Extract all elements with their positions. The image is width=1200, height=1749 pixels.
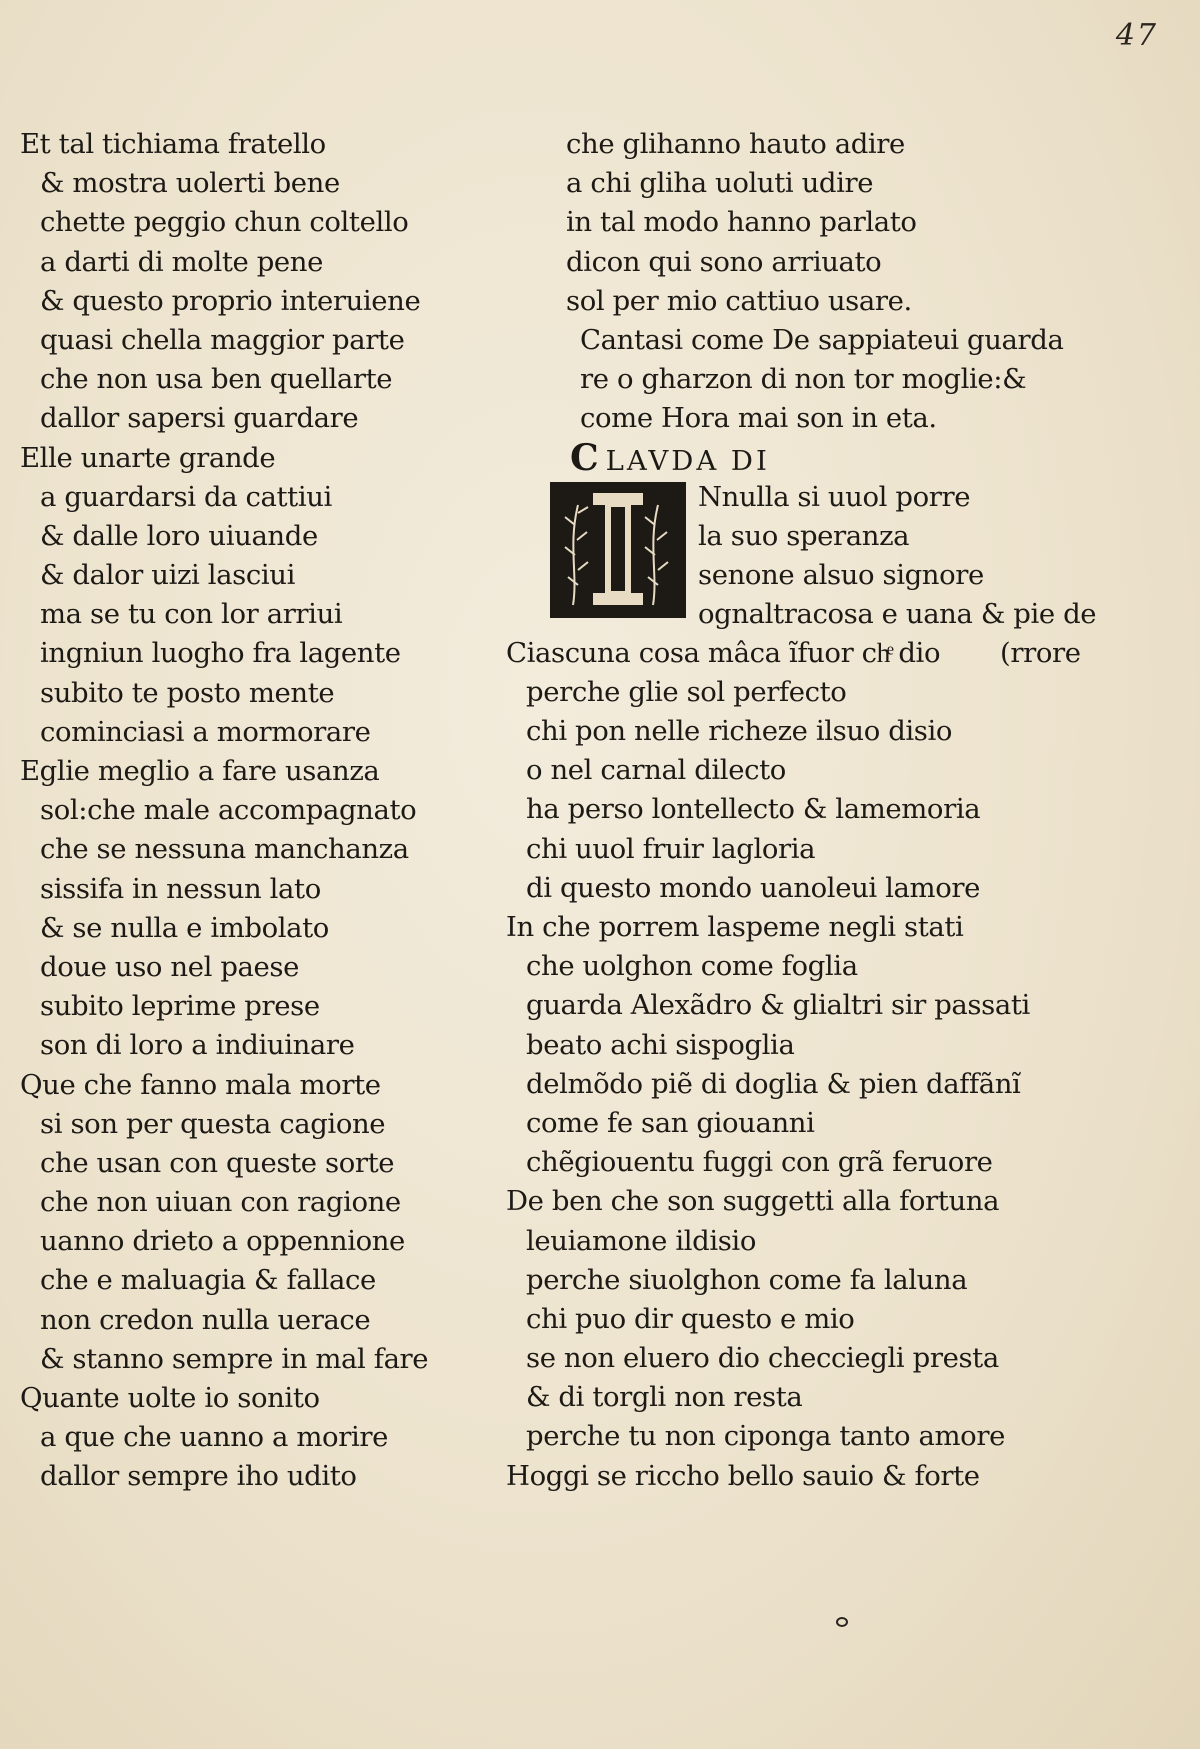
verse-line: come fe san giouanni	[526, 1106, 815, 1139]
right-column-body	[500, 634, 1080, 1496]
verse-line: & questo proprio interuiene	[40, 284, 421, 317]
verse-line: Que che fanno mala morte	[20, 1068, 381, 1101]
verse-line: chi puo dir questo e mio	[526, 1302, 855, 1335]
verse-line: Et tal tichiama fratello	[20, 128, 326, 160]
verse-line: perche glie sol perfecto	[526, 675, 847, 708]
verse-line: subito leprime prese	[40, 990, 320, 1023]
verse-line: che non uiuan con ragione	[40, 1186, 401, 1219]
rubric-line: come Hora mai son in eta.	[580, 402, 937, 435]
verse-line: uanno drieto a oppennione	[40, 1225, 405, 1258]
verse-line: che se nessuna manchanza	[40, 833, 409, 866]
verse-line: guarda Alexãdro & glialtri sir passati	[526, 989, 1030, 1022]
verse-line: se non eluero dio checciegli presta	[526, 1342, 999, 1375]
verse-line: dallor sempre iho udito	[40, 1460, 357, 1493]
verse-line: & dalor uizi lasciui	[40, 559, 295, 592]
verse-line-with-marginal	[500, 634, 1080, 673]
verse-line: quasi chella maggior parte	[40, 323, 405, 356]
verse-line: chi uuol fruir lagloria	[526, 832, 816, 865]
verse-line: sol:che male accompagnato	[40, 794, 417, 827]
verse-line: & se nulla e imbolato	[40, 911, 329, 944]
verse-line: & di torgli non resta	[526, 1381, 803, 1414]
verse-line: sol per mio cattiuo usare.	[566, 284, 912, 317]
verse-line: Eglie meglio a fare usanza	[20, 755, 380, 787]
verse-line: ha perso lontellecto & lamemoria	[526, 793, 981, 826]
verse-line: leuiamone ildisio	[526, 1224, 756, 1257]
verse-line: cominciasi a mormorare	[40, 715, 371, 748]
verse-line: sissifa in nessun lato	[40, 872, 321, 905]
left-column	[14, 125, 514, 1497]
verse-line: De ben che son suggetti alla fortuna	[506, 1185, 1000, 1218]
section-heading	[540, 436, 1080, 479]
verse-line: Hoggi se riccho bello sauio & forte	[506, 1459, 980, 1492]
verse-line: senone alsuo signore	[698, 559, 984, 592]
rubric-line: re o gharzon di non tor moglie:&	[580, 363, 1027, 396]
right-column	[506, 125, 1097, 1496]
heading-initial: C	[570, 436, 602, 479]
marginal-note: (rrore	[1000, 636, 1081, 669]
verse-line: a que che uanno a morire	[40, 1421, 388, 1454]
verse-line: che usan con queste sorte	[40, 1146, 395, 1179]
initial-block	[540, 478, 1097, 634]
verse-line: & mostra uolerti bene	[40, 167, 340, 200]
verse-line: delmõdo piẽ di doglia & pien daffãnĩ	[526, 1067, 1021, 1100]
folio-number: 47	[1115, 18, 1158, 53]
verse-line: in tal modo hanno parlato	[566, 206, 917, 239]
verse-line: che non usa ben quellarte	[40, 363, 393, 396]
verse-line: chẽgiouentu fuggi con grã feruore	[526, 1146, 993, 1179]
verse-line: a guardarsi da cattiui	[40, 480, 332, 513]
decorated-initial-icon	[550, 482, 686, 618]
rubric-line: Cantasi come De sappiateui guarda	[580, 323, 1064, 356]
verse-line: Nnulla si uuol porre	[698, 480, 971, 513]
verse-line: subito te posto mente	[40, 676, 335, 709]
verse-line: di questo mondo uanoleui lamore	[526, 871, 980, 904]
verse-line: Elle unarte grande	[20, 441, 276, 474]
ornament-dot	[836, 1617, 848, 1627]
right-column-top	[540, 125, 1080, 321]
verse-line: Quante uolte io sonito	[20, 1382, 320, 1414]
verse-line: perche siuolghon come fa laluna	[526, 1263, 968, 1296]
verse-line: & dalle loro uiuande	[40, 519, 318, 552]
verse-line: ingniun luogho fra lagente	[40, 637, 401, 670]
heading-text: LAVDA DI	[605, 444, 770, 477]
verse-line: & stanno sempre in mal fare	[40, 1342, 429, 1375]
initial-lines	[698, 478, 1096, 635]
verse-line: son di loro a indiuinare	[40, 1029, 355, 1062]
verse-line: che uolghon come foglia	[526, 950, 858, 983]
verse-line: ma se tu con lor arriui	[40, 598, 343, 631]
verse-line: dallor sapersi guardare	[40, 402, 359, 435]
verse-line: a darti di molte pene	[40, 245, 323, 278]
verse-line: non credon nulla uerace	[40, 1303, 371, 1336]
verse-line: doue uso nel paese	[40, 950, 299, 983]
verse-line: chi pon nelle richeze ilsuo disio	[526, 715, 953, 748]
verse-line: perche tu non ciponga tanto amore	[526, 1420, 1005, 1453]
verse-line: In che porrem laspeme negli stati	[506, 911, 964, 943]
verse-line: a chi gliha uoluti udire	[566, 167, 874, 200]
verse-line: dicon qui sono arriuato	[566, 245, 882, 278]
verse-line: beato achi sispoglia	[526, 1028, 795, 1061]
verse-line: che glihanno hauto adire	[566, 128, 905, 160]
verse-line: ognaltracosa e uana & pie de	[698, 598, 1097, 631]
verse-line: che e maluagia & fallace	[40, 1264, 376, 1297]
verse-line: si son per questa cagione	[40, 1107, 386, 1140]
verse-line: Ciascuna cosa mâca ĩfuor chͤ dio	[506, 636, 941, 669]
verse-line: chette peggio chun coltello	[40, 206, 409, 239]
rubric	[540, 321, 1080, 439]
verse-line: o nel carnal dilecto	[526, 754, 786, 787]
verse-line: la suo speranza	[698, 519, 910, 552]
